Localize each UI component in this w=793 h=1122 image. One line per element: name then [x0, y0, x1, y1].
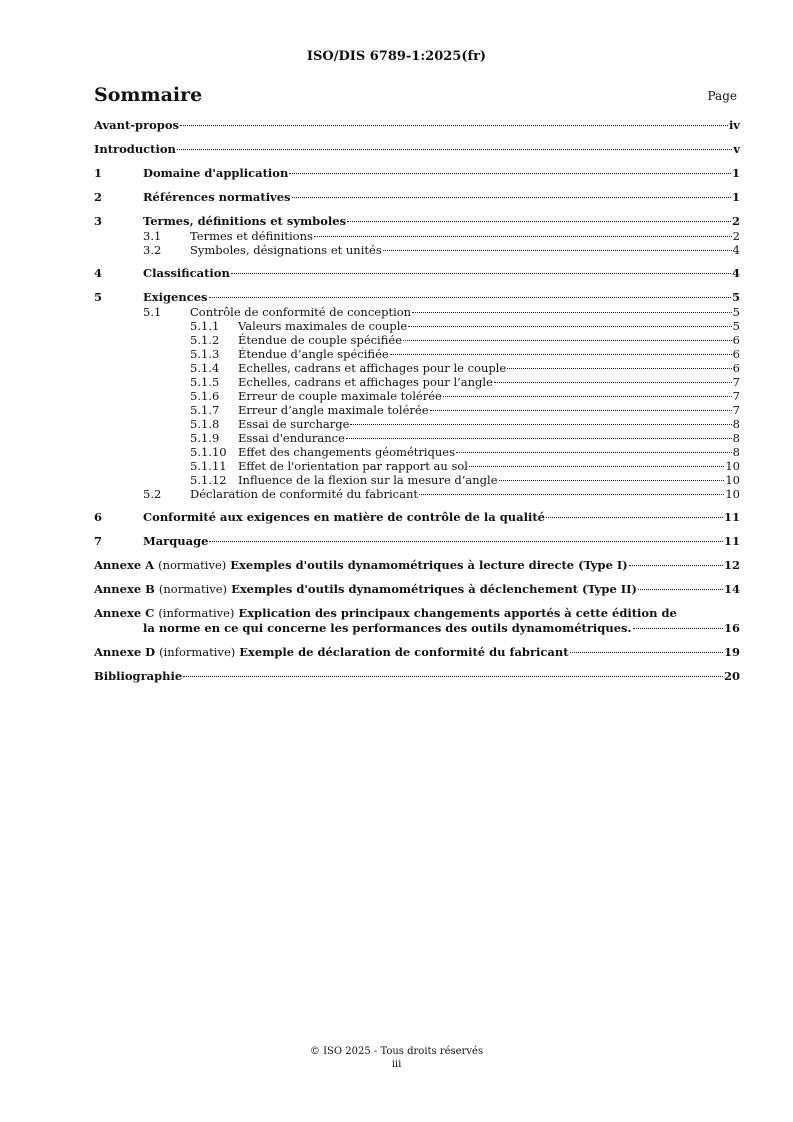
toc-entry-title: Marquage	[143, 534, 209, 548]
toc-entry[interactable]	[94, 290, 740, 305]
toc-entry-page: 19	[723, 645, 740, 659]
dot-leader	[390, 354, 732, 355]
toc-entry-title: Erreur de couple maximale tolérée	[238, 389, 442, 403]
toc-entry-number: 5.1	[143, 305, 162, 319]
annex-title-continuation	[94, 621, 740, 636]
toc-entry-number: 5.1.11	[190, 459, 227, 473]
dot-leader	[419, 494, 724, 495]
toc-entry-page: 20	[723, 669, 740, 683]
toc-entry-number: 3.2	[143, 243, 162, 257]
toc-annex-entry[interactable]	[94, 558, 740, 573]
toc-entry-page: 7	[732, 375, 740, 389]
toc-entry-title: Echelles, cadrans et affichages pour le couple	[238, 361, 507, 375]
toc-entry-title: Classification	[143, 266, 230, 280]
page-number: iii	[391, 1059, 402, 1070]
toc-annex-entry[interactable]	[94, 606, 740, 636]
dot-leader	[408, 326, 731, 327]
toc-entry-title: Domaine d'application	[143, 166, 289, 180]
toc-entry-page: 5	[731, 290, 740, 304]
toc-entry-page: 14	[723, 582, 740, 596]
dot-leader	[346, 438, 732, 439]
toc-entry-number: 6	[94, 510, 103, 524]
annex-label: Annexe B	[94, 582, 155, 596]
toc-entry-page: 6	[732, 361, 740, 375]
toc-entry-page: 4	[732, 243, 740, 257]
toc-entry-page: 6	[732, 347, 740, 361]
dot-leader	[629, 565, 723, 566]
toc-annex-entry[interactable]	[94, 582, 740, 597]
toc-entry-title: Avant-propos	[94, 118, 179, 132]
toc-entry[interactable]	[94, 305, 740, 319]
toc-entry-page: 10	[725, 487, 740, 501]
dot-leader	[546, 517, 723, 518]
toc-entry-page: 11	[723, 510, 740, 524]
toc-entry[interactable]	[94, 431, 740, 445]
toc-entry-page: 16	[723, 621, 740, 635]
toc-entry-title: Étendue d’angle spécifiée	[238, 347, 389, 361]
toc-entry[interactable]	[94, 266, 740, 281]
annex-title: Exemples d'outils dynamométriques à déclenchement (Type II)	[231, 582, 637, 596]
dot-leader	[443, 396, 732, 397]
dot-leader	[638, 589, 723, 590]
toc-entry-number: 5.1.4	[190, 361, 220, 375]
dot-leader	[177, 149, 732, 150]
toc-entry-number: 5	[94, 290, 103, 304]
toc-entry-title: Introduction	[94, 142, 176, 156]
toc-entry-title: Erreur d’angle maximale tolérée	[238, 403, 429, 417]
toc-entry-number: 7	[94, 534, 103, 548]
dot-leader	[183, 676, 723, 677]
toc-entry-number: 5.1.8	[190, 417, 220, 431]
annex-label: Annexe C	[94, 606, 155, 620]
toc-entry-number: 5.1.1	[190, 319, 220, 333]
toc-entry-title: Essai de surcharge	[238, 417, 350, 431]
annex-title-line2: la norme en ce qui concerne les performances des outils dynamométriques.	[143, 621, 632, 635]
toc-entry-page: 1	[731, 190, 740, 204]
annex-title: Exemple de déclaration de conformité du fabricant	[239, 645, 569, 659]
toc-entry[interactable]	[94, 142, 740, 157]
toc-entry-title: Bibliographie	[94, 669, 183, 683]
toc-entry-title: Symboles, désignations et unités	[190, 243, 382, 257]
toc-entry-page: 11	[723, 534, 740, 548]
toc-entry-title: Déclaration de conformité du fabricant	[190, 487, 418, 501]
table-of-contents	[94, 118, 740, 684]
toc-entry-title: Étendue de couple spécifiée	[238, 333, 403, 347]
annex-kind: (normative)	[158, 582, 228, 596]
dot-leader	[350, 424, 731, 425]
dot-leader	[633, 628, 723, 629]
toc-entry-page: 6	[732, 333, 740, 347]
toc-entry-page: v	[733, 142, 740, 156]
toc-entry-page: 1	[731, 166, 740, 180]
toc-entry-number: 4	[94, 266, 103, 280]
toc-entry-number: 3.1	[143, 229, 162, 243]
toc-entry-title: Exigences	[143, 290, 208, 304]
toc-entry[interactable]	[94, 403, 740, 417]
dot-leader	[430, 410, 732, 411]
annex-title: Exemples d'outils dynamométriques à lecture directe (Type I)	[230, 558, 628, 572]
toc-entry-number: 5.1.3	[190, 347, 220, 361]
toc-entry[interactable]	[94, 375, 740, 389]
toc-entry-title: Essai d'endurance	[238, 431, 345, 445]
document-header: ISO/DIS 6789-1:2025(fr)	[306, 49, 487, 64]
toc-title: Sommaire	[94, 84, 203, 106]
toc-entry-number: 5.1.9	[190, 431, 220, 445]
annex-heading	[94, 645, 569, 660]
toc-entry[interactable]	[94, 534, 740, 549]
dot-leader	[347, 221, 731, 222]
dot-leader	[499, 480, 725, 481]
toc-entry-title: Effet des changements géométriques	[238, 445, 456, 459]
dot-leader	[412, 312, 732, 313]
toc-entry-number: 5.1.6	[190, 389, 220, 403]
toc-entry-title: Conformité aux exigences en matière de contrôle de la qualité	[143, 510, 545, 524]
toc-bibliography[interactable]	[94, 669, 740, 684]
toc-entry-title: Echelles, cadrans et affichages pour l’angle	[238, 375, 493, 389]
annex-heading	[94, 582, 637, 597]
dot-leader	[292, 197, 731, 198]
toc-entry-number: 5.1.5	[190, 375, 220, 389]
dot-leader	[403, 340, 732, 341]
toc-entry-title: Effet de l'orientation par rapport au sol	[238, 459, 468, 473]
toc-entry-page: 12	[723, 558, 740, 572]
toc-entry[interactable]	[94, 389, 740, 403]
dot-leader	[494, 382, 732, 383]
toc-entry-title: Termes, définitions et symboles	[143, 214, 347, 228]
toc-entry-number: 5.1.12	[190, 473, 227, 487]
annex-label: Annexe D	[94, 645, 156, 659]
toc-entry-title: Influence de la flexion sur la mesure d’angle	[238, 473, 498, 487]
toc-entry-number: 5.1.2	[190, 333, 220, 347]
dot-leader	[289, 173, 731, 174]
toc-entry-number: 3	[94, 214, 103, 228]
page-column-label: Page	[707, 89, 737, 103]
toc-entry[interactable]	[94, 487, 740, 501]
copyright-notice: © ISO 2025 - Tous droits réservés	[309, 1046, 484, 1057]
annex-heading-line	[94, 558, 740, 573]
toc-entry-number: 1	[94, 166, 103, 180]
annex-kind: (normative)	[158, 558, 227, 572]
dot-leader	[209, 541, 723, 542]
dot-leader	[507, 368, 731, 369]
toc-entry[interactable]	[94, 190, 740, 205]
toc-entry-page: 2	[732, 229, 740, 243]
toc-entry[interactable]	[94, 347, 740, 361]
annex-label: Annexe A	[94, 558, 155, 572]
toc-entry-page: 7	[732, 403, 740, 417]
dot-leader	[314, 236, 732, 237]
toc-entry-number: 2	[94, 190, 103, 204]
toc-entry-number: 5.1.7	[190, 403, 220, 417]
toc-entry[interactable]	[94, 166, 740, 181]
toc-entry-page: 8	[732, 445, 740, 459]
toc-entry-page: iv	[728, 118, 740, 132]
dot-leader	[469, 466, 724, 467]
toc-entry-page: 2	[731, 214, 740, 228]
toc-entry-page: 8	[732, 417, 740, 431]
annex-heading-line	[94, 645, 740, 660]
toc-entry-page: 4	[731, 266, 740, 280]
annex-kind: (informative)	[159, 645, 236, 659]
annex-title: Explication des principaux changements apportés à cette édition de	[238, 606, 677, 620]
toc-entry-title: Références normatives	[143, 190, 291, 204]
dot-leader	[570, 652, 723, 653]
toc-entry-title: Valeurs maximales de couple	[238, 319, 408, 333]
annex-kind: (informative)	[158, 606, 235, 620]
toc-entry-page: 5	[732, 319, 740, 333]
toc-entry-page: 8	[732, 431, 740, 445]
annex-heading	[94, 558, 628, 573]
dot-leader	[383, 250, 732, 251]
toc-entry[interactable]	[94, 333, 740, 347]
toc-annex-entry[interactable]	[94, 645, 740, 660]
toc-entry[interactable]	[94, 361, 740, 375]
page-footer	[0, 1045, 793, 1071]
dot-leader	[231, 273, 731, 274]
annex-heading-line	[94, 582, 740, 597]
toc-entry[interactable]	[94, 417, 740, 431]
toc-entry[interactable]	[94, 229, 740, 243]
toc-entry-page: 10	[725, 473, 740, 487]
annex-heading-line	[94, 606, 740, 621]
toc-entry[interactable]	[94, 243, 740, 257]
toc-entry[interactable]	[94, 473, 740, 487]
dot-leader	[209, 297, 731, 298]
dot-leader	[180, 125, 728, 126]
toc-entry-number: 5.2	[143, 487, 162, 501]
toc-entry[interactable]	[94, 445, 740, 459]
toc-entry-title: Termes et définitions	[190, 229, 313, 243]
toc-entry-page: 7	[732, 389, 740, 403]
toc-entry[interactable]	[94, 459, 740, 473]
toc-entry-page: 10	[725, 459, 740, 473]
dot-leader	[456, 452, 732, 453]
toc-entry[interactable]	[94, 510, 740, 525]
toc-entry[interactable]	[94, 118, 740, 133]
toc-entry-title: Contrôle de conformité de conception	[190, 305, 412, 319]
toc-entry-number: 5.1.10	[190, 445, 227, 459]
toc-entry-page: 5	[732, 305, 740, 319]
toc-entry[interactable]	[94, 214, 740, 229]
toc-entry[interactable]	[94, 319, 740, 333]
